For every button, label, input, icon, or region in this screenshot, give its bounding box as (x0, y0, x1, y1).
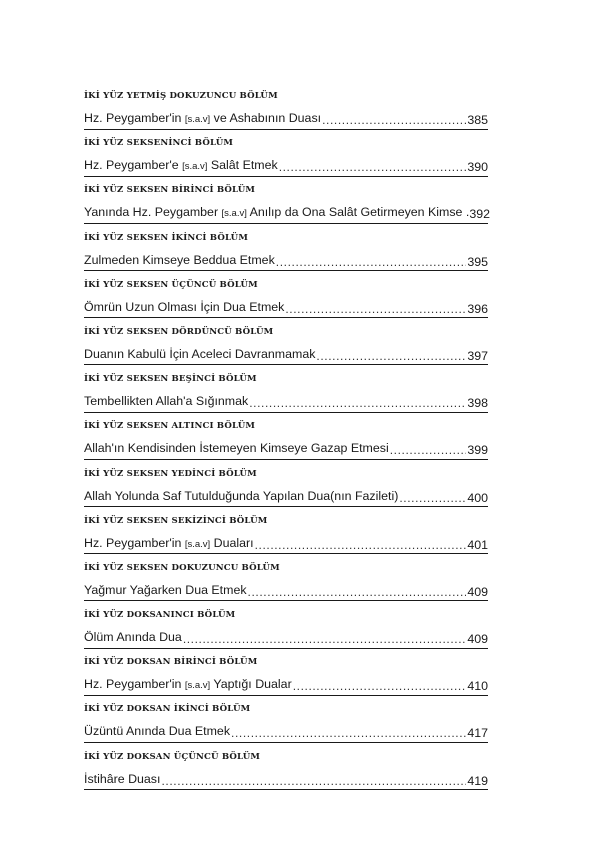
page-number: 409 (467, 632, 488, 647)
divider (84, 364, 488, 365)
divider (84, 223, 488, 224)
toc-entry (84, 232, 488, 279)
honorific-note: [s.a.v] (221, 208, 247, 220)
toc-entry (84, 703, 488, 750)
chapter-title (84, 723, 230, 741)
dot-leader (279, 159, 467, 175)
dot-leader (316, 348, 466, 364)
title-text: Tembellikten Allah'a Sığınmak (84, 394, 249, 409)
chapter-heading: İKİ YÜZ SEKSEN ÜÇÜNCÜ BÖLÜM (84, 279, 258, 290)
chapter-title (84, 393, 248, 411)
toc-line[interactable] (84, 200, 491, 222)
title-text: Hz. Peygamber'in (84, 535, 185, 550)
toc-line[interactable] (84, 248, 488, 270)
divider (84, 648, 488, 649)
page-number: 395 (467, 254, 488, 269)
chapter-heading: İKİ YÜZ DOKSANINCI BÖLÜM (84, 610, 236, 621)
chapter-title (84, 535, 254, 553)
dot-leader (390, 442, 467, 458)
chapter-title (84, 346, 315, 364)
toc-line[interactable] (84, 436, 488, 458)
title-text: Zulmeden Kimseye Beddua Etmek (84, 252, 275, 267)
divider (84, 506, 488, 507)
chapter-title (84, 676, 292, 694)
chapter-heading: İKİ YÜZ SEKSEN BİRİNCİ BÖLÜM (84, 185, 256, 196)
dot-leader (399, 490, 466, 506)
toc-line[interactable] (84, 578, 488, 600)
title-text: Allah Yolunda Saf Tutulduğunda Yapılan Dua(nın Fazileti) (84, 488, 399, 503)
page-number: 398 (467, 396, 488, 411)
page-number: 385 (467, 113, 488, 127)
divider (84, 412, 488, 413)
divider (84, 317, 488, 318)
page-number: 401 (467, 537, 488, 552)
chapter-title (84, 629, 182, 647)
toc-entry (84, 420, 488, 467)
page-number: 400 (467, 490, 488, 505)
chapter-title (84, 204, 469, 222)
honorific-note: [s.a.v] (184, 114, 211, 125)
dot-leader (161, 773, 466, 789)
toc-line[interactable] (84, 484, 488, 506)
dot-leader (285, 301, 466, 317)
page-number: 397 (467, 348, 488, 363)
title-text: Ömrün Uzun Olması İçin Dua Etmek (84, 299, 285, 314)
divider (84, 129, 488, 130)
toc-entry (84, 751, 488, 798)
chapter-heading: İKİ YÜZ SEKSEN DOKUZUNCU BÖLÜM (84, 562, 280, 573)
page-number: 399 (467, 443, 488, 458)
chapter-heading: İKİ YÜZ DOKSAN İKİNCİ BÖLÜM (84, 704, 251, 715)
page-number: 392 (469, 207, 491, 222)
page-number: 409 (467, 584, 488, 599)
chapter-heading: İKİ YÜZ SEKSENİNCİ BÖLÜM (84, 138, 234, 149)
chapter-title (84, 110, 321, 128)
honorific-note: [s.a.v] (182, 161, 208, 173)
title-text: İstihâre Duası (84, 771, 161, 786)
toc-entry (84, 184, 491, 231)
title-text-rest: ve Ashabının Duası (210, 111, 322, 125)
dot-leader (322, 112, 466, 128)
divider (84, 742, 488, 743)
chapter-title (84, 582, 247, 600)
title-text: Hz. Peygamber'in (84, 111, 185, 125)
divider (84, 176, 488, 177)
chapter-heading: İKİ YÜZ DOKSAN BİRİNCİ BÖLÜM (84, 657, 258, 668)
chapter-title (84, 157, 278, 175)
toc-entry (84, 326, 488, 373)
dot-leader (276, 254, 467, 270)
divider (84, 270, 488, 271)
dot-leader (183, 631, 467, 647)
chapter-title (84, 440, 389, 458)
toc-entry (84, 468, 488, 515)
toc-line[interactable] (84, 153, 488, 175)
divider (84, 459, 488, 460)
toc-line[interactable] (84, 106, 488, 128)
toc-line[interactable] (84, 625, 488, 647)
dot-leader (255, 537, 467, 553)
page-number: 410 (467, 679, 488, 694)
dot-leader (231, 725, 466, 741)
page-number: 419 (467, 773, 488, 788)
divider (84, 789, 488, 790)
chapter-title (84, 771, 160, 789)
title-text-rest: Salât Etmek (207, 158, 278, 173)
title-text: Allah'ın Kendisinden İstemeyen Kimseye Gazap Etmesi (84, 441, 389, 456)
dot-leader (249, 395, 466, 411)
chapter-heading: İKİ YÜZ SEKSEN SEKİZİNCİ BÖLÜM (84, 515, 268, 526)
toc-entry (84, 656, 488, 703)
page-number: 390 (467, 160, 488, 175)
honorific-note: [s.a.v] (184, 538, 211, 550)
toc-entry (84, 609, 488, 656)
toc-entry (84, 515, 488, 562)
toc-entry (84, 562, 488, 609)
toc-entry (84, 137, 488, 184)
chapter-heading: İKİ YÜZ DOKSAN ÜÇÜNCÜ BÖLÜM (84, 751, 261, 762)
toc-line[interactable] (84, 672, 488, 694)
toc-entry (84, 279, 488, 326)
divider (84, 553, 488, 554)
title-text: Ölüm Anında Dua (84, 630, 182, 645)
chapter-heading: İKİ YÜZ SEKSEN ALTINCI BÖLÜM (84, 421, 256, 432)
title-text-rest: Duaları (210, 535, 254, 550)
chapter-heading: İKİ YÜZ SEKSEN BEŞİNCİ BÖLÜM (84, 374, 257, 385)
divider (84, 695, 488, 696)
chapter-heading: İKİ YÜZ SEKSEN İKİNCİ BÖLÜM (84, 232, 248, 243)
title-text: Yağmur Yağarken Dua Etmek (84, 582, 247, 597)
page-number: 396 (467, 301, 488, 316)
toc-line[interactable] (84, 767, 488, 789)
title-text-rest: Yaptığı Dualar (210, 677, 292, 692)
toc-line[interactable] (84, 719, 488, 741)
toc-entry (84, 373, 488, 420)
chapter-heading: İKİ YÜZ SEKSEN DÖRDÜNCÜ BÖLÜM (84, 326, 274, 337)
dot-leader (293, 678, 467, 694)
toc-line[interactable] (84, 531, 488, 553)
toc-line[interactable] (84, 342, 488, 364)
chapter-title (84, 488, 398, 506)
toc-line[interactable] (84, 389, 488, 411)
honorific-note: [s.a.v] (184, 680, 211, 692)
title-text-rest: Anılıp da Ona Salât Getirmeyen Kimse . (246, 205, 470, 220)
divider (84, 600, 488, 601)
chapter-title (84, 299, 284, 317)
page-number: 417 (467, 726, 488, 741)
title-text: Yanında Hz. Peygamber (84, 205, 222, 220)
dot-leader (248, 584, 467, 600)
title-text: Üzüntü Anında Dua Etmek (84, 724, 231, 739)
chapter-title (84, 252, 275, 270)
chapter-heading: İKİ YÜZ SEKSEN YEDİNCİ BÖLÜM (84, 468, 257, 479)
table-of-contents (84, 90, 491, 798)
title-text: Hz. Peygamber'e (84, 158, 183, 173)
toc-entry (84, 90, 488, 137)
toc-line[interactable] (84, 295, 488, 317)
title-text: Duanın Kabulü İçin Aceleci Davranmamak (84, 346, 316, 361)
chapter-heading: İKİ YÜZ YETMİŞ DOKUZUNCU BÖLÜM (84, 91, 278, 101)
title-text: Hz. Peygamber'in (84, 677, 185, 692)
